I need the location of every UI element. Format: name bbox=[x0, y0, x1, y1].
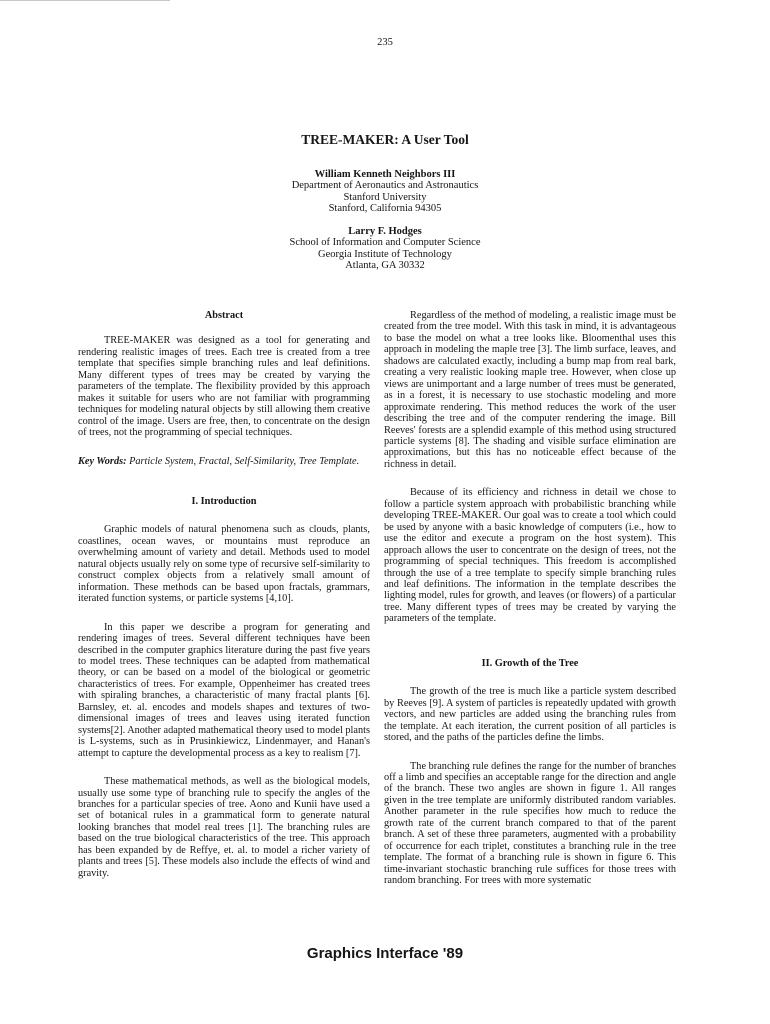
keywords-label: Key Words: bbox=[78, 455, 127, 467]
keywords-list: Particle System, Fractal, Self-Similarity, Tree Template. bbox=[129, 455, 360, 467]
body-paragraph: These mathematical methods, as well as the biological models, usually use some type of branching rule to specify the angles of the branches for a particular species of tree. Aono and Kunii have used a set of botanical rules in a grammatical form to generate natural looking branches that model real trees [1]. The branching rules are based on the true biological characteristics of the tree. This approach has been expanded by de Reffye, et. al. to model a richer variety of plants and trees [5]. These models also include the effects of wind and gravity. bbox=[78, 776, 370, 879]
abstract-heading: Abstract bbox=[204, 310, 244, 321]
section-gap bbox=[78, 484, 370, 496]
section-gap bbox=[384, 642, 676, 658]
abstract-paragraph: TREE-MAKER was designed as a tool for generating and rendering realistic images of trees. Each tree is created from a tree template that specifies simple branching rules and leaf definitions. Many different types of trees may be created by varying the parameters of the template. The flexibility provided by this approach makes it suitable for users who are not familiar with programming techniques for modeling natural objects by still allowing them creative control of the image. Users are free, then, to concentrate on the design of trees, not the programming of special techniques. bbox=[78, 335, 370, 439]
author-affiliation-line: Stanford University bbox=[343, 191, 427, 203]
body-paragraph: In this paper we describe a program for generating and rendering images of trees. Several different techniques have been described in the computer graphics literature during the past five years to model trees. These techniques can be adapted from mathematical theory, or can be based on a model of the biological or geometric characteristics of trees. For example, Oppenheimer has created trees with spiraling branches, a characteristic of many fractal plants [6]. Barnsley, et. al. encodes and models shapes and textures of two-dimensional images of trees and leaves using iterated function systems[2]. Another adapted mathematical theory used to model plants is L-systems, such as in Prusinkiewicz, Lindenmayer, and Hanan's attempt to capture the developmental process as a key to realism [7]. bbox=[78, 621, 370, 759]
keywords-line bbox=[78, 456, 370, 467]
body-paragraph: The branching rule defines the range for the number of branches off a limb and specifies an acceptable range for the direction and angle of the branch. These two angles are shown in figure 1. All ranges given in the tree template are uniformly distributed random variables. Another parameter in the rule specifies how much to reduce the growth rate of the current branch compared to that of the parent branch. A set of these three parameters, augmented with a probability of occurrence for each triplet, constitutes a branching rule in the tree template. The format of a branching rule is shown in figure 6. This time-invariant stochastic branching rule suffices for those trees with random branching. For trees with more systematic bbox=[384, 760, 676, 887]
top-rule bbox=[0, 0, 170, 1]
body-paragraph: Regardless of the method of modeling, a realistic image must be created from the tree model. With this task in mind, it is advantageous to base the model on what a tree looks like. Bloomenthal uses this approach in modeling the maple tree [3]. The limb surface, leaves, and shadows are calculated exactly, including a bump map from real bark, creating a very realistic looking maple tree. However, when close up views are unimportant and a large number of trees must be generated, as in a forest, it is necessary to use stochastic modeling and more approximate rendering. This method reduces the work of the user describing the tree and of the computer rendering the image. Bill Reeves' forests are a splendid example of this method using structured particle systems [8]. The shading and visible surface elimination are approximations, but this has no noticeable effect because of the richness in detail. bbox=[384, 310, 676, 470]
author-name: William Kenneth Neighbors III bbox=[314, 169, 456, 180]
author-block bbox=[0, 226, 770, 272]
paper-title: TREE-MAKER: A User Tool bbox=[301, 132, 469, 147]
body-paragraph: Because of its efficiency and richness in detail we chose to follow a particle system approach with probabilistic branching while developing TREE-MAKER. Our goal was to create a tool which could be used by anyone with a basic knowledge of computers (i.e., how to use the editor and execute a program on the host system). This approach allows the user to concentrate on the design of trees, not the programming of special techniques. This freedom is accomplished through the use of a tree template to specify simple branching rules and leaf definitions. The information in the template describes the lighting model, rules for growth, and leaves (or flowers) of a particular tree. Many different types of trees may be created by varying the parameters of the template. bbox=[384, 487, 676, 625]
body-paragraph: Graphic models of natural phenomena such as clouds, plants, coastlines, ocean waves, or mountains must reproduce an overwhelming amount of variety and detail. Methods used to model natural objects usually rely on some type of recursive self-similarity to construct complex objects from a relatively small amount of information. These methods can be based upon fractals, grammars, iterated function systems, or particle systems [4,10]. bbox=[78, 524, 370, 605]
left-column bbox=[78, 310, 370, 896]
body-paragraph: The growth of the tree is much like a particle system described by Reeves [9]. A system of particles is repeatedly updated with growth vectors, and new particles are added using the branching rules from the template. At each iteration, the current position of all particles is stored, and the paths of the particles define the limbs. bbox=[384, 686, 676, 744]
conference-footer: Graphics Interface '89 bbox=[306, 945, 464, 962]
right-column bbox=[384, 310, 676, 903]
author-affiliation-line: Department of Aeronautics and Astronautics bbox=[291, 180, 479, 192]
author-affiliation-line: Stanford, California 94305 bbox=[328, 203, 442, 215]
page-number: 235 bbox=[377, 37, 393, 48]
author-affiliation-line: Atlanta, GA 30332 bbox=[345, 260, 425, 272]
author-block bbox=[0, 169, 770, 215]
section-heading-introduction: I. Introduction bbox=[191, 495, 257, 507]
author-affiliation-line: School of Information and Computer Science bbox=[289, 237, 481, 249]
section-heading-growth: II. Growth of the Tree bbox=[481, 657, 579, 669]
author-name: Larry F. Hodges bbox=[348, 226, 422, 237]
author-affiliation-line: Georgia Institute of Technology bbox=[318, 248, 452, 260]
